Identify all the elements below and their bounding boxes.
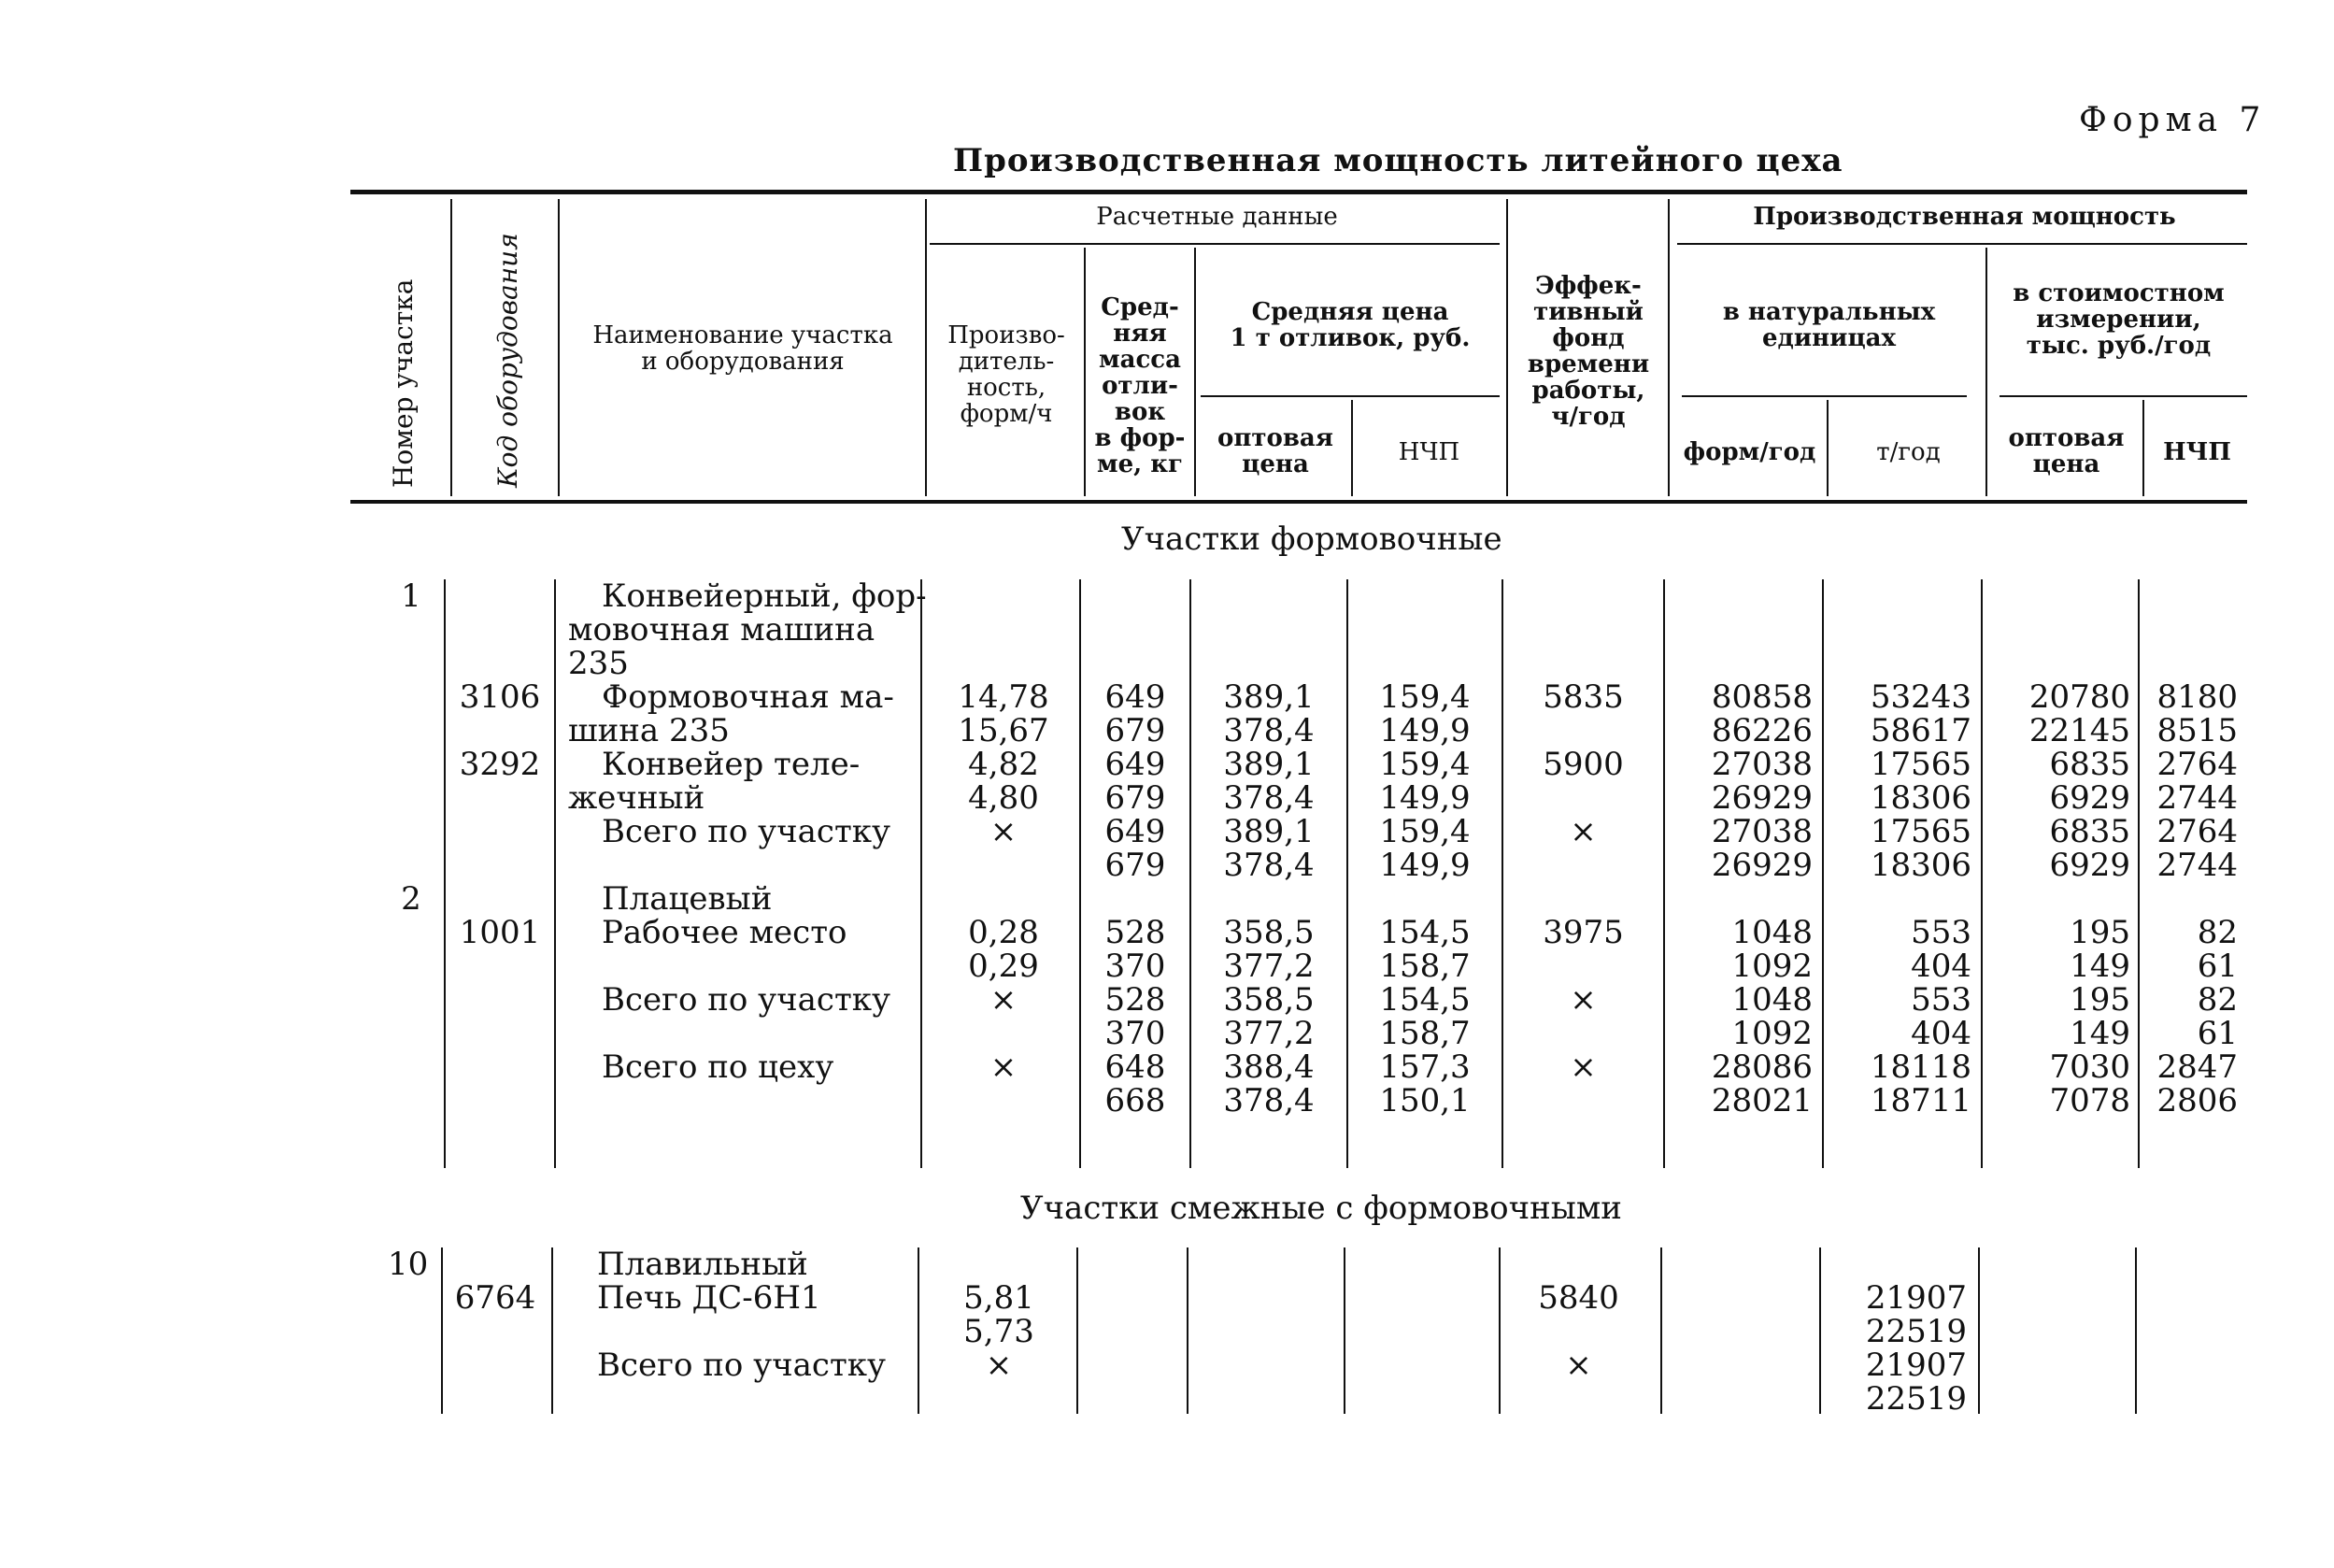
cell-fund: × <box>1570 981 1597 1019</box>
page-title: Производственная мощность литейного цеха <box>953 142 1843 179</box>
cell-fund: 5835 <box>1543 678 1624 716</box>
body-vline <box>1346 579 1348 1168</box>
cell-nchp: 157,3 <box>1379 1048 1471 1086</box>
header-natural-units: в натуральных единицах <box>1722 298 1936 352</box>
cell-forms: 1048 <box>1731 981 1813 1019</box>
cell-prod: 4,80 <box>968 779 1039 817</box>
cell-code: 3106 <box>459 678 541 716</box>
cell-prod: 5,73 <box>963 1313 1034 1350</box>
cell-tons: 22519 <box>1865 1313 1967 1350</box>
cell-opt: 377,2 <box>1223 1015 1315 1052</box>
cell-nchp: 154,5 <box>1379 981 1471 1019</box>
cell-fund: × <box>1570 1048 1597 1086</box>
header-wholesale: оптовая цена <box>1217 424 1333 478</box>
cell-vnchp: 8515 <box>2156 712 2238 749</box>
cell-mass: 679 <box>1104 779 1166 817</box>
cell-vopt: 22145 <box>2028 712 2130 749</box>
cell-tons: 18306 <box>1870 847 1971 884</box>
header-eff-fund: Эффек- тивный фонд времени работы, ч/год <box>1527 272 1650 431</box>
body-vline <box>2138 579 2140 1168</box>
cell-nchp: 159,4 <box>1379 678 1471 716</box>
section-heading: Участки смежные с формовочными <box>1020 1190 1622 1227</box>
cell-mass: 649 <box>1104 813 1166 850</box>
row-name: Конвейерный, фор- <box>602 577 927 615</box>
header-nchp2: НЧП <box>2163 438 2231 466</box>
body-vline <box>1076 1247 1078 1414</box>
row-name: Формовочная ма- <box>602 678 894 716</box>
header-section-no: Номер участка <box>388 278 419 488</box>
cell-tons: 18306 <box>1870 779 1971 817</box>
avg-price-rule <box>1201 395 1500 397</box>
section-heading: Участки формовочные <box>1121 520 1502 558</box>
cell-forms: 27038 <box>1711 813 1813 850</box>
header-calc-data: Расчетные данные <box>1096 203 1338 231</box>
cell-vopt: 195 <box>2070 981 2130 1019</box>
cell-nchp: 158,7 <box>1379 1015 1471 1052</box>
form-label: Форма 7 <box>2079 101 2267 139</box>
cell-opt: 378,4 <box>1223 712 1315 749</box>
cell-tons: 18711 <box>1870 1082 1971 1119</box>
body-vline <box>441 1247 443 1414</box>
header-productivity: Произво- дитель- ность, форм/ч <box>947 321 1065 428</box>
row-name: Плацевый <box>602 880 773 918</box>
cell-nchp: 159,4 <box>1379 746 1471 783</box>
cell-no: 10 <box>388 1246 429 1283</box>
hdr-vline <box>925 199 927 496</box>
body-vline <box>918 1247 919 1414</box>
cell-nchp: 158,7 <box>1379 948 1471 985</box>
cell-code: 3292 <box>459 746 541 783</box>
row-name: мовочная машина <box>568 611 875 649</box>
cell-vopt: 20780 <box>2028 678 2130 716</box>
cell-mass: 528 <box>1104 914 1166 951</box>
body-vline <box>1501 579 1503 1168</box>
body-vline <box>2135 1247 2137 1414</box>
cell-fund: × <box>1565 1347 1592 1384</box>
row-name: шина 235 <box>568 712 730 749</box>
row-name: Конвейер теле- <box>602 746 861 783</box>
header-tons-year: т/год <box>1876 438 1941 466</box>
header-wholesale2: оптовая цена <box>2008 424 2125 478</box>
header-avg-mass: Сред- няя масса отли- вок в фор- ме, кг <box>1094 293 1186 478</box>
cell-prod: × <box>989 981 1018 1019</box>
cell-prod: × <box>985 1347 1013 1384</box>
cell-fund: 5900 <box>1543 746 1624 783</box>
cell-forms: 1092 <box>1731 1015 1813 1052</box>
cell-tons: 17565 <box>1870 813 1971 850</box>
header-nchp: НЧП <box>1398 438 1460 466</box>
cell-nchp: 159,4 <box>1379 813 1471 850</box>
cell-opt: 378,4 <box>1223 847 1315 884</box>
cell-opt: 388,4 <box>1223 1048 1315 1086</box>
cell-prod: 5,81 <box>963 1279 1034 1317</box>
cell-forms: 27038 <box>1711 746 1813 783</box>
cell-prod: 4,82 <box>968 746 1039 783</box>
header-avg-price: Средняя цена 1 т отливок, руб. <box>1230 298 1471 352</box>
body-vline <box>444 579 446 1168</box>
body-vline <box>1822 579 1824 1168</box>
cell-opt: 377,2 <box>1223 948 1315 985</box>
cell-tons: 22519 <box>1865 1380 1967 1418</box>
cell-vnchp: 2764 <box>2156 746 2238 783</box>
cell-mass: 668 <box>1104 1082 1166 1119</box>
cell-vnchp: 8180 <box>2156 678 2238 716</box>
hdr-vline <box>1827 400 1829 496</box>
cell-tons: 18118 <box>1870 1048 1971 1086</box>
cell-forms: 1092 <box>1731 948 1813 985</box>
cell-opt: 389,1 <box>1223 813 1315 850</box>
cell-vopt: 149 <box>2070 1015 2130 1052</box>
cell-mass: 679 <box>1104 712 1166 749</box>
row-name: Всего по участку <box>602 813 891 850</box>
header-forms-year: форм/год <box>1683 438 1816 466</box>
hdr-vline <box>2142 400 2144 496</box>
header-top-rule <box>350 190 2247 194</box>
body-vline <box>1819 1247 1821 1414</box>
body-vline <box>1499 1247 1501 1414</box>
body-vline <box>554 579 556 1168</box>
hdr-vline <box>450 199 452 496</box>
cell-mass: 370 <box>1104 948 1166 985</box>
cell-fund: 5840 <box>1538 1279 1619 1317</box>
cell-mass: 649 <box>1104 746 1166 783</box>
row-name: Печь ДС-6Н1 <box>597 1279 821 1317</box>
cell-forms: 28086 <box>1711 1048 1813 1086</box>
hdr-vline <box>1084 248 1086 496</box>
cell-tons: 553 <box>1911 981 1971 1019</box>
body-vline <box>1344 1247 1345 1414</box>
hdr-vline <box>1351 400 1353 496</box>
header-bottom-rule <box>350 500 2247 504</box>
cell-nchp: 150,1 <box>1379 1082 1471 1119</box>
cell-forms: 1048 <box>1731 914 1813 951</box>
value-rule <box>2000 395 2247 397</box>
cell-tons: 53243 <box>1870 678 1971 716</box>
cell-nchp: 149,9 <box>1379 712 1471 749</box>
cell-vopt: 6929 <box>2049 847 2130 884</box>
cell-vopt: 7078 <box>2049 1082 2130 1119</box>
row-name: Рабочее место <box>602 914 847 951</box>
cell-vopt: 149 <box>2070 948 2130 985</box>
cell-forms: 26929 <box>1711 779 1813 817</box>
cell-mass: 679 <box>1104 847 1166 884</box>
cell-tons: 404 <box>1911 1015 1971 1052</box>
hdr-vline <box>558 199 560 496</box>
cell-mass: 370 <box>1104 1015 1166 1052</box>
row-name: Плавильный <box>597 1246 808 1283</box>
cell-forms: 26929 <box>1711 847 1813 884</box>
cell-mass: 528 <box>1104 981 1166 1019</box>
body-vline <box>1187 1247 1188 1414</box>
cell-vopt: 6835 <box>2049 746 2130 783</box>
body-vline <box>1663 579 1665 1168</box>
body-vline <box>1981 579 1983 1168</box>
cell-prod: 14,78 <box>958 678 1049 716</box>
cell-fund: 3975 <box>1543 914 1624 951</box>
hdr-vline <box>1985 248 1987 496</box>
cell-opt: 389,1 <box>1223 746 1315 783</box>
cell-vnchp: 2744 <box>2156 779 2238 817</box>
cell-vopt: 7030 <box>2049 1048 2130 1086</box>
hdr-vline <box>1668 199 1670 496</box>
cell-fund: × <box>1570 813 1597 850</box>
cell-forms: 28021 <box>1711 1082 1813 1119</box>
body-vline <box>1978 1247 1980 1414</box>
cell-vnchp: 82 <box>2197 914 2238 951</box>
row-name: жечный <box>568 779 705 817</box>
cell-opt: 358,5 <box>1223 914 1315 951</box>
cell-vnchp: 61 <box>2197 948 2238 985</box>
cell-opt: 378,4 <box>1223 779 1315 817</box>
capacity-rule <box>1677 243 2247 245</box>
cell-prod: × <box>989 813 1018 850</box>
cell-tons: 21907 <box>1865 1347 1967 1384</box>
cell-prod: 0,29 <box>968 948 1039 985</box>
header-equip-code: Код оборудования <box>492 233 523 488</box>
row-name: 235 <box>568 645 629 682</box>
row-name: Всего по цеху <box>602 1048 834 1086</box>
header-capacity: Производственная мощность <box>1753 203 2176 231</box>
cell-mass: 648 <box>1104 1048 1166 1086</box>
cell-vnchp: 2744 <box>2156 847 2238 884</box>
cell-tons: 21907 <box>1865 1279 1967 1317</box>
cell-nchp: 149,9 <box>1379 779 1471 817</box>
cell-prod: 15,67 <box>958 712 1049 749</box>
cell-code: 1001 <box>459 914 541 951</box>
cell-forms: 80858 <box>1711 678 1813 716</box>
cell-vnchp: 2806 <box>2156 1082 2238 1119</box>
body-vline <box>551 1247 553 1414</box>
cell-code: 6764 <box>454 1279 536 1317</box>
cell-nchp: 154,5 <box>1379 914 1471 951</box>
body-vline <box>1079 579 1081 1168</box>
calc-data-rule <box>930 243 1500 245</box>
row-name: Всего по участку <box>597 1347 887 1384</box>
cell-vnchp: 2847 <box>2156 1048 2238 1086</box>
natural-rule <box>1682 395 1967 397</box>
header-name: Наименование участка и оборудования <box>592 321 893 376</box>
body-vline <box>1660 1247 1662 1414</box>
cell-no: 2 <box>401 880 421 918</box>
body-vline <box>1189 579 1191 1168</box>
cell-no: 1 <box>401 577 421 615</box>
cell-prod: × <box>989 1048 1018 1086</box>
cell-opt: 389,1 <box>1223 678 1315 716</box>
row-name: Всего по участку <box>602 981 891 1019</box>
cell-opt: 358,5 <box>1223 981 1315 1019</box>
cell-nchp: 149,9 <box>1379 847 1471 884</box>
cell-vopt: 6835 <box>2049 813 2130 850</box>
cell-tons: 58617 <box>1870 712 1971 749</box>
cell-tons: 17565 <box>1870 746 1971 783</box>
hdr-vline <box>1506 199 1508 496</box>
cell-vnchp: 82 <box>2197 981 2238 1019</box>
cell-tons: 553 <box>1911 914 1971 951</box>
cell-forms: 86226 <box>1711 712 1813 749</box>
cell-vopt: 195 <box>2070 914 2130 951</box>
body-vline <box>920 579 922 1168</box>
cell-opt: 378,4 <box>1223 1082 1315 1119</box>
cell-vnchp: 61 <box>2197 1015 2238 1052</box>
cell-mass: 649 <box>1104 678 1166 716</box>
hdr-vline <box>1194 248 1196 496</box>
cell-prod: 0,28 <box>968 914 1039 951</box>
cell-vnchp: 2764 <box>2156 813 2238 850</box>
header-value-units: в стоимостном измерении, тыс. руб./год <box>2013 279 2225 360</box>
cell-tons: 404 <box>1911 948 1971 985</box>
cell-vopt: 6929 <box>2049 779 2130 817</box>
